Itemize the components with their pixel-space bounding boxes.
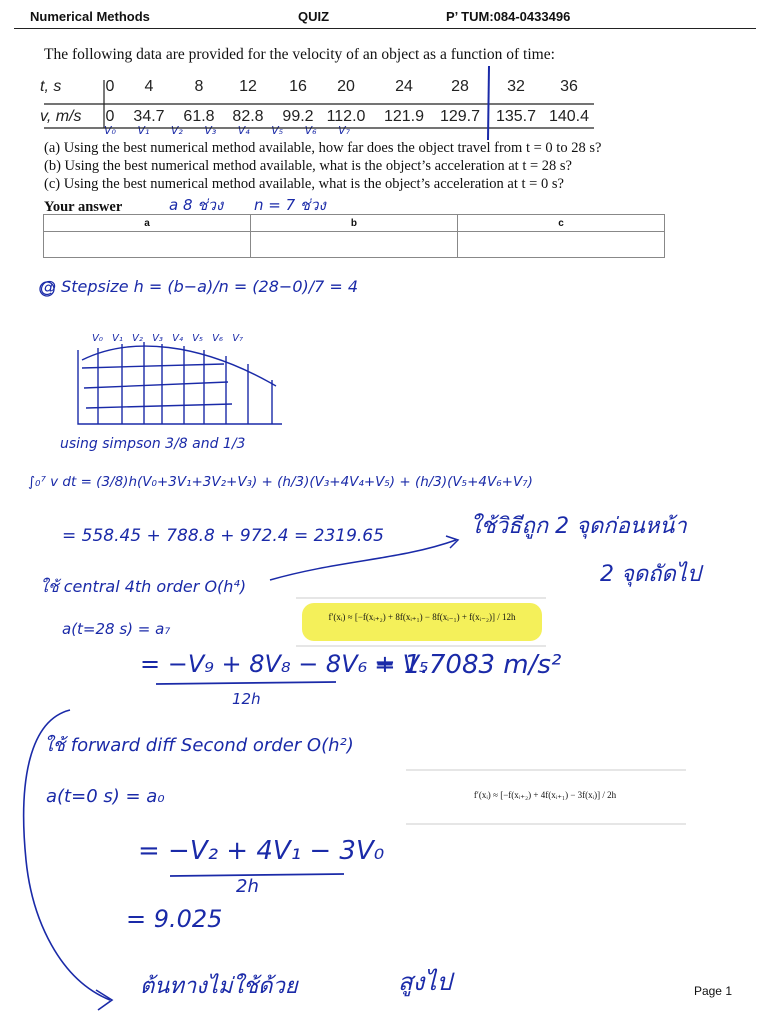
hand-fraction-bar-0 <box>170 874 344 876</box>
hand-a-note: a 8 ช่วง <box>169 196 224 214</box>
t-value: 12 <box>239 78 257 95</box>
hand-num0: = −V₂ + 4V₁ − 3V₀ <box>138 836 385 866</box>
hand-den28: 12h <box>232 690 261 708</box>
answer-col-b: b <box>250 215 457 232</box>
hand-thai-note-2: 2 จุดถัดไป <box>600 562 701 587</box>
t-value: 24 <box>395 78 413 95</box>
header-quiz: QUIZ <box>298 9 330 24</box>
graph-curve <box>82 346 276 386</box>
header-contact: P’ TUM:084-0433496 <box>446 9 571 24</box>
hand-thai-footer-1: ต้นทางไม่ใช้ด้วย <box>140 974 298 999</box>
t-value: 4 <box>144 78 154 95</box>
page-number: Page 1 <box>693 984 732 998</box>
t-value: 36 <box>560 78 578 95</box>
velocity-graph-sketch <box>78 342 282 424</box>
v-value: 82.8 <box>232 108 264 125</box>
question-a: (a) Using the best numerical method available, how far does the object travel from t = 0 to 28 s? <box>44 140 602 156</box>
hand-num28: = −V₉ + 8V₈ − 8V₆ + V₅ <box>140 650 429 678</box>
hand-circle-marker <box>40 282 54 296</box>
v-value: 140.4 <box>548 108 590 125</box>
header-course: Numerical Methods <box>30 9 150 24</box>
hand-arrow <box>270 540 456 580</box>
hand-a28: a(t=28 s) = a₇ <box>62 620 171 638</box>
v-value: 61.8 <box>183 108 215 125</box>
hand-fraction-bar-28 <box>156 682 336 684</box>
problem-intro: The following data are provided for the velocity of an object as a function of time: <box>44 46 555 63</box>
hand-simpson: using simpson 3/8 and 1/3 <box>60 436 246 452</box>
hand-graph-labels: V₀ V₁ V₂ V₃ V₄ V₅ V₆ V₇ <box>92 333 244 344</box>
hand-integral: ∫₀⁷ v dt = (3/8)h(V₀+3V₁+3V₂+V₃) + (h/3)(V₃+4V₄+V₅) + (h/3)(V₅+4V₆+V₇) <box>28 474 533 490</box>
t-value: 0 <box>105 78 115 95</box>
v-value: 0 <box>105 108 115 125</box>
hand-central: ใช้ central 4th order O(h⁴) <box>40 577 247 596</box>
v-value: 129.7 <box>439 108 481 125</box>
row-label-t: t, s <box>40 78 62 95</box>
v-value: 121.9 <box>383 108 425 125</box>
answer-col-a: a <box>44 215 251 232</box>
v-value: 135.7 <box>495 108 537 125</box>
hand-split-marker <box>488 66 489 140</box>
v-value: 112.0 <box>326 108 366 125</box>
formula-central: f′(xᵢ) ≈ [−f(xᵢ₊₂) + 8f(xᵢ₊₁) − 8f(xᵢ₋₁) + f(xᵢ₋₂)] / 12h <box>328 612 516 622</box>
formula-forward: f′(xᵢ) ≈ [−f(xᵢ₊₂) + 4f(xᵢ₊₁) − 3f(xᵢ)] / 2h <box>473 790 617 800</box>
row-label-v: v, m/s <box>40 108 82 125</box>
your-answer-label: Your answer <box>44 199 123 215</box>
hand-thai-footer-2: สูงไป <box>398 968 452 996</box>
question-b: (b) Using the best numerical method available, what is the object’s acceleration at t = 28 s? <box>44 158 572 174</box>
hand-result0: = 9.025 <box>126 905 223 933</box>
hand-bracket <box>24 710 110 1000</box>
hand-thai-note-1: ใช้วิธีถูก 2 จุดก่อนหน้า <box>470 514 687 539</box>
hand-v-labels: V₀ V₁ V₂ V₃ V₄ V₅ V₆ V₇ <box>104 124 350 137</box>
t-value: 16 <box>289 78 307 95</box>
hand-a0: a(t=0 s) = a₀ <box>46 786 165 807</box>
t-value: 20 <box>337 78 355 95</box>
t-value: 32 <box>507 78 525 95</box>
hand-n-note: n = 7 ช่วง <box>254 196 326 214</box>
hand-forward: ใช้ forward diff Second order O(h²) <box>44 735 354 756</box>
v-value: 99.2 <box>282 108 314 125</box>
hand-stepsize: @ Stepsize h = (b−a)/n = (28−0)/7 = 4 <box>40 277 359 296</box>
t-value: 28 <box>451 78 469 95</box>
question-c: (c) Using the best numerical method available, what is the object’s acceleration at t = 0 s? <box>44 176 564 192</box>
hand-den0: 2h <box>236 876 259 897</box>
answer-col-c: c <box>457 215 664 232</box>
hand-result28: = 1.7083 m/s² <box>374 650 562 680</box>
t-value: 8 <box>194 78 204 95</box>
v-value: 34.7 <box>133 108 165 125</box>
hand-sum: = 558.45 + 788.8 + 972.4 = 2319.65 <box>62 526 384 546</box>
